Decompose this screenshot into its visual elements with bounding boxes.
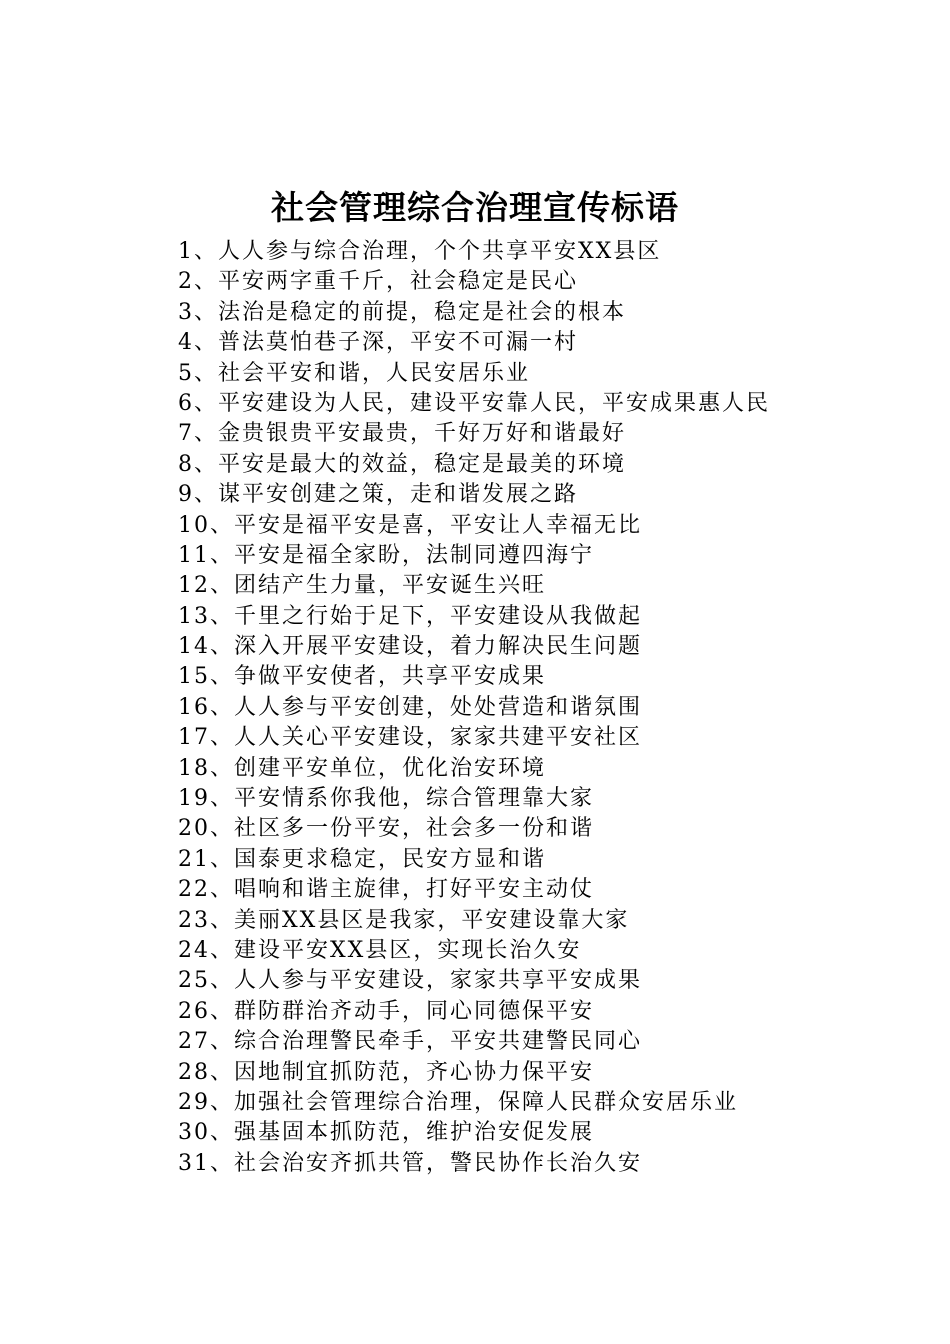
slogan-item: 29、加强社会管理综合治理，保障人民群众安居乐业 bbox=[178, 1089, 738, 1115]
slogan-item: 1、人人参与综合治理，个个共享平安XX县区 bbox=[178, 239, 662, 264]
slogan-item: 9、谋平安创建之策，走和谐发展之路 bbox=[178, 482, 578, 508]
slogan-item: 25、人人参与平安建设，家家共享平安成果 bbox=[178, 968, 642, 994]
slogan-item: 17、人人关心平安建设，家家共建平安社区 bbox=[178, 725, 642, 751]
slogan-item: 30、强基固本抓防范，维护治安促发展 bbox=[178, 1120, 594, 1146]
slogan-item: 2、平安两字重千斤，社会稳定是民心 bbox=[178, 269, 578, 295]
slogan-item: 10、平安是福平安是喜，平安让人幸福无比 bbox=[178, 512, 642, 538]
slogan-item: 15、争做平安使者，共享平安成果 bbox=[178, 664, 546, 690]
slogan-item: 7、金贵银贵平安最贵，千好万好和谐最好 bbox=[178, 421, 626, 447]
slogan-item: 16、人人参与平安创建，处处营造和谐氛围 bbox=[178, 694, 642, 720]
slogan-item: 28、因地制宜抓防范，齐心协力保平安 bbox=[178, 1059, 594, 1085]
slogan-item: 5、社会平安和谐，人民安居乐业 bbox=[178, 360, 530, 386]
document-title: 社会管理综合治理宣传标语 bbox=[271, 188, 679, 227]
slogan-item: 6、平安建设为人民，建设平安靠人民，平安成果惠人民 bbox=[178, 390, 770, 416]
slogan-item: 12、团结产生力量，平安诞生兴旺 bbox=[178, 573, 546, 599]
slogan-item: 31、社会治安齐抓共管，警民协作长治久安 bbox=[178, 1150, 642, 1176]
slogan-item: 13、千里之行始于足下，平安建设从我做起 bbox=[178, 603, 642, 629]
slogan-item: 14、深入开展平安建设，着力解决民生问题 bbox=[178, 634, 642, 660]
slogan-item: 27、综合治理警民牵手，平安共建警民同心 bbox=[178, 1029, 642, 1055]
slogan-item: 24、建设平安XX县区，实现长治久安 bbox=[178, 937, 582, 963]
slogan-list bbox=[178, 237, 878, 1179]
slogan-item: 11、平安是福全家盼，法制同遵四海宁 bbox=[178, 542, 594, 568]
slogan-item: 8、平安是最大的效益，稳定是最美的环境 bbox=[178, 451, 626, 477]
slogan-item: 4、普法莫怕巷子深，平安不可漏一村 bbox=[178, 330, 578, 356]
slogan-item: 23、美丽XX县区是我家，平安建设靠大家 bbox=[178, 907, 630, 933]
slogan-item: 26、群防群治齐动手，同心同德保平安 bbox=[178, 998, 594, 1024]
slogan-item: 21、国泰更求稳定，民安方显和谐 bbox=[178, 846, 546, 872]
slogan-item: 22、唱响和谐主旋律，打好平安主动仗 bbox=[178, 877, 594, 903]
slogan-item: 18、创建平安单位，优化治安环境 bbox=[178, 755, 546, 781]
slogan-item: 3、法治是稳定的前提，稳定是社会的根本 bbox=[178, 299, 626, 325]
slogan-item: 20、社区多一份平安，社会多一份和谐 bbox=[178, 816, 594, 842]
slogan-item: 19、平安情系你我他，综合管理靠大家 bbox=[178, 786, 594, 812]
